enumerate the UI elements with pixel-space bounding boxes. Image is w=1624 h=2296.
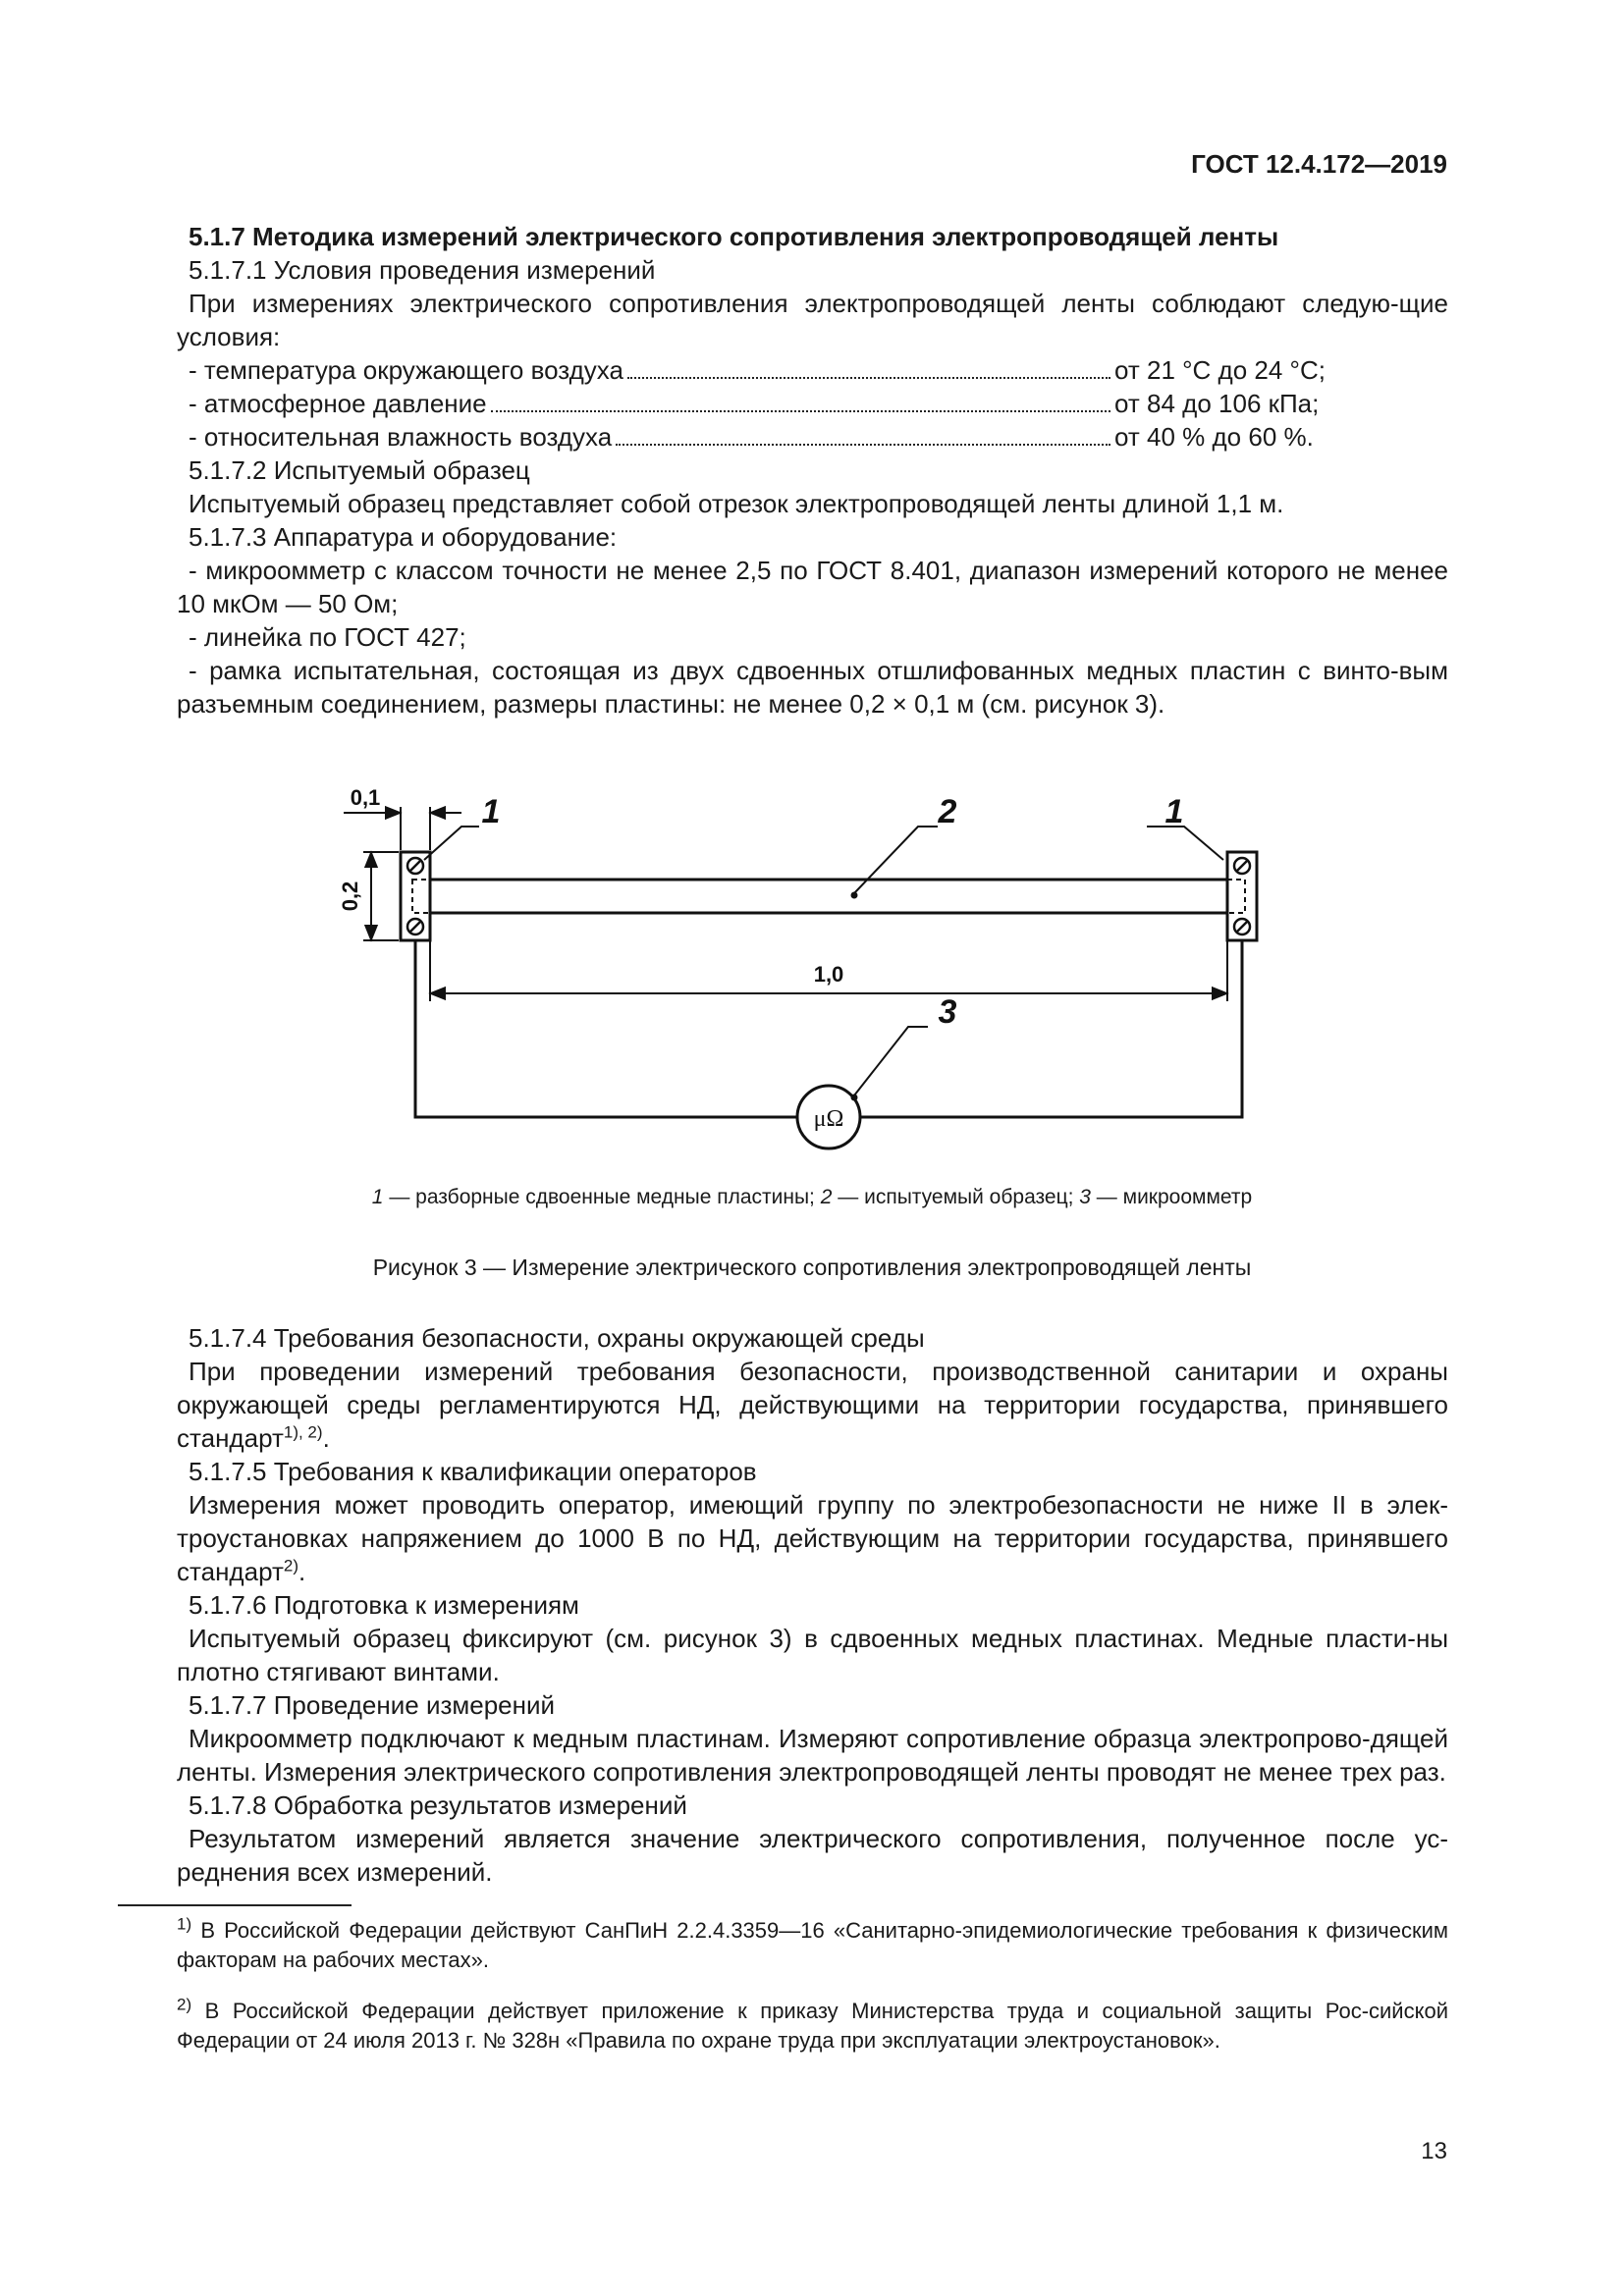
s7-text: Микроомметр подключают к медным пластинам. Измеряют сопротивление образца электропрово-дящей ленты. Измерения электрического сопротивления электропроводящей ленты проводят не менее трех раз. (177, 1724, 1448, 1787)
footnote (118, 1997, 1448, 2056)
left-plate-hidden (412, 880, 430, 913)
s4-text: При проведении измерений требования безопасности, производственной санитарии и охраны окружающей среды регламентируются НД, действующими на территории государства, принявшего стандарт$^{1), 2)}$. (177, 1357, 1448, 1453)
section-title: 5.1.7 Методика измерений электрического сопротивления электропроводящей ленты (189, 222, 1279, 251)
section-lower (177, 1321, 1448, 1889)
s5-heading: 5.1.7.5 Требования к квалификации операторов (189, 1457, 757, 1486)
equipment-item: - микроомметр с классом точности не менее 2,5 по ГОСТ 8.401, диапазон измерений которого не менее 10 мкОм — 50 Ом; (177, 556, 1448, 618)
s4-heading: 5.1.7.4 Требования безопасности, охраны окружающей среды (189, 1323, 925, 1353)
footnote-text: В Российской Федерации действует приложение к приказу Министерства труда и социальной защиты Рос-сийской Федерации от 24 июля 2013 г. № 328н «Правила по охране труда при эксплуатации электроустановок». (177, 1999, 1448, 2053)
condition-label: - относительная влажность воздуха (189, 422, 613, 452)
footnote-text: В Российской Федерации действуют СанПиН 2.2.4.3359—16 «Санитарно-эпидемиологические требования к физическим факторам на рабочих местах». (177, 1918, 1448, 1972)
legend-num: 1 (371, 1186, 384, 1208)
legend-text: — разборные сдвоенные медные пластины; (383, 1186, 821, 1208)
legend-text: — микроомметр (1090, 1186, 1253, 1208)
screw (407, 919, 423, 934)
screw (1234, 919, 1250, 934)
legend-text: — испытуемый образец; (832, 1186, 1080, 1208)
leader-1-left (424, 827, 479, 860)
s5-body: Измерения может проводить оператор, имеющий группу по электробезопасности не ниже II в элек-троустановках напряжением до 1000 В по НД, действующим на территории государства, принявшего стандарт (177, 1490, 1448, 1586)
page-number: 13 (1421, 2138, 1447, 2164)
leader-2-dot (851, 892, 858, 899)
condition-value: от 21 °С до 24 °С; (1114, 355, 1326, 385)
legend-num: 3 (1079, 1186, 1091, 1208)
s2-text: Испытуемый образец представляет собой отрезок электропроводящей ленты длиной 1,1 м. (189, 489, 1284, 518)
right-plate-hidden (1227, 880, 1245, 913)
condition-label: - температура окружающего воздуха (189, 355, 623, 385)
callout-1-right: 1 (1164, 793, 1184, 830)
condition-label: - атмосферное давление (189, 389, 487, 418)
s1-heading: 5.1.7.1 Условия проведения измерений (189, 255, 656, 285)
footnote (118, 1916, 1448, 1975)
screw (1234, 858, 1250, 874)
document-header: ГОСТ 12.4.172—2019 (1191, 149, 1447, 179)
callout-1-left: 1 (481, 793, 501, 830)
footnote-mark: 1) (177, 1914, 192, 1934)
leader-2 (854, 827, 938, 893)
footnote-ref[interactable]: 2) (283, 1556, 298, 1575)
meter-symbol: μΩ (813, 1106, 844, 1132)
s3-heading: 5.1.7.3 Аппаратура и оборудование: (189, 522, 618, 552)
figure-caption: Рисунок 3 — Измерение электрического сопротивления электропроводящей ленты (372, 1255, 1252, 1280)
footnote-ref[interactable]: 1), 2) (283, 1422, 323, 1442)
s4-body: При проведении измерений требования безопасности, производственной санитарии и охраны окружающей среды регламентируются НД, действующими на территории государства, принявшего стандарт (177, 1357, 1448, 1453)
s8-heading: 5.1.7.8 Обработка результатов измерений (189, 1790, 687, 1820)
footnote-1 (118, 1916, 1448, 1975)
equipment-item: - рамка испытательная, состоящая из двух сдвоенных отшлифованных медных пластин с винто-вым разъемным соединением, размеры пластины: не менее 0,2 × 0,1 м (см. рисунок 3). (177, 656, 1448, 719)
condition-value: от 40 % до 60 %. (1114, 422, 1314, 452)
s7-heading: 5.1.7.7 Проведение измерений (189, 1690, 556, 1720)
s6-text: Испытуемый образец фиксируют (см. рисунок 3) в сдвоенных медных пластинах. Медные пласти-ны плотно стягивают винтами. (177, 1624, 1448, 1686)
footnote-2 (118, 1997, 1448, 2056)
screw (407, 858, 423, 874)
footnote-mark: 2) (177, 1995, 192, 2014)
condition-value: от 84 до 106 кПа; (1114, 389, 1320, 418)
s5-text: Измерения может проводить оператор, имеющий группу по электробезопасности не ниже II в элек-троустановках напряжением до 1000 В по НД, действующим на территории государства, принявшего стандарт$^{2)}$. (177, 1490, 1448, 1586)
leader-3 (854, 1027, 928, 1095)
circuit-wire-right (860, 940, 1242, 1117)
dim-length-label: 1,0 (813, 962, 844, 987)
s1-intro: При измерениях электрического сопротивления электропроводящей ленты соблюдают следую-щие условия: (177, 289, 1448, 351)
s8-text: Результатом измерений является значение электрического сопротивления, полученное после ус-реднения всех измерений. (177, 1824, 1448, 1887)
dim-height-label: 0,2 (338, 881, 362, 912)
s2-heading: 5.1.7.2 Испытуемый образец (189, 455, 530, 485)
callout-3: 3 (938, 993, 957, 1031)
equipment-item: - линейка по ГОСТ 427; (189, 622, 466, 652)
s6-heading: 5.1.7.6 Подготовка к измерениям (189, 1590, 579, 1620)
leader-3-dot (851, 1095, 858, 1101)
circuit-wire-left (415, 940, 797, 1117)
legend-num: 2 (820, 1186, 833, 1208)
leader-1-right (1147, 827, 1223, 860)
figure-legend (0, 1186, 1624, 1209)
footnote-divider (118, 1904, 352, 1906)
dim-width-label: 0,1 (350, 785, 381, 810)
callout-2: 2 (938, 793, 957, 830)
